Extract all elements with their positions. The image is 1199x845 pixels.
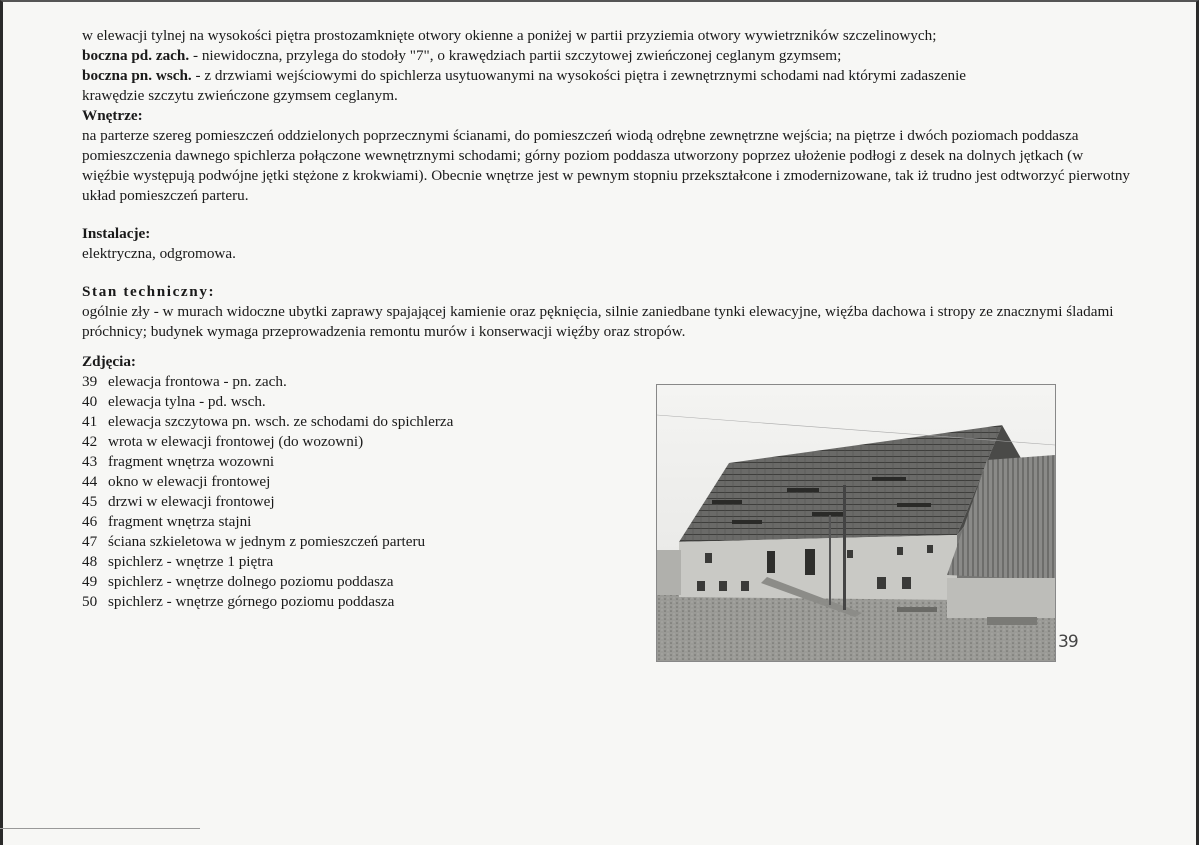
list-item: 41 elewacja szczytowa pn. wsch. ze schodami do spichlerza — [82, 413, 454, 430]
interior-text: na parterze szereg pomieszczeń oddzielonych poprzecznymi ścianami, do pomieszczeń wiodą odrębne zewnętrzne wejścia; na piętrze i dwóch poziomach poddasza pomieszczenia dawnego spichlerza połączone wewnętrznymi schodami; górny poziom poddasza utworzony poprzez ułożenie podłogi z desek na dolnych jętkach (w więźbie występują podwójne jętki stężone z krokwiami). Obecnie wnętrze jest w pewnym stopniu przekształcone i zmodernizowane, tak iż trudno jest odtworzyć pierwotny układ pomieszczeń parteru. — [82, 127, 1131, 204]
side-ne-continuation: krawędzie szczytu zwieńczone gzymsem ceglanym. — [82, 87, 398, 104]
side-sw-row — [82, 46, 1132, 66]
list-item: 45 drzwi w elewacji frontowej — [82, 493, 275, 510]
installations-heading: Instalacje: — [82, 225, 151, 242]
photos-heading: Zdjęcia: — [82, 353, 136, 370]
side-sw-text: - niewidoczna, przylega do stodoły "7", o krawędziach partii szczytowej zwieńczonej ceglanym gzymsem; — [189, 47, 842, 64]
side-ne-row — [82, 66, 1132, 86]
list-item: 42 wrota w elewacji frontowej (do wozowni) — [82, 433, 364, 450]
side-ne-text: - z drzwiami wejściowymi do spichlerza usytuowanymi na wysokości piętra i zewnętrznymi schodami nad którymi zadaszenie — [191, 67, 967, 84]
list-item: 44 okno w elewacji frontowej — [82, 473, 271, 490]
list-item: 47 ściana szkieletowa w jednym z pomieszczeń parteru — [82, 533, 426, 550]
list-item: 43 fragment wnętrza wozowni — [82, 453, 275, 470]
building-photo-drawing — [657, 385, 1055, 661]
list-item: 50 spichlerz - wnętrze górnego poziomu poddasza — [82, 593, 395, 610]
list-item: 46 fragment wnętrza stajni — [82, 513, 252, 530]
list-item: 40 elewacja tylna - pd. wsch. — [82, 393, 266, 410]
side-ne-label: boczna pn. wsch. — [82, 67, 192, 84]
list-item: 49 spichlerz - wnętrze dolnego poziomu poddasza — [82, 573, 394, 590]
list-item: 48 spichlerz - wnętrze 1 piętra — [82, 553, 274, 570]
list-item: 39 elewacja frontowa - pn. zach. — [82, 373, 287, 390]
interior-heading: Wnętrze: — [82, 107, 143, 124]
intro-line: w elewacji tylnej na wysokości piętra prostozamknięte otwory okienne a poniżej w partii przyziemia otwory wywietrzników szczelinowych; — [82, 27, 937, 44]
condition-heading: Stan techniczny: — [82, 283, 216, 300]
installations-text: elektryczna, odgromowa. — [82, 245, 236, 262]
side-sw-label: boczna pd. zach. — [82, 47, 190, 64]
building-photo — [656, 384, 1056, 662]
scan-edge-line — [0, 828, 200, 829]
condition-text: ogólnie zły - w murach widoczne ubytki zaprawy spajającej kamienie oraz pęknięcia, silnie zaniedbane tynki elewacyjne, więźba dachowa i stropy ze znacznymi śladami próchnicy; budynek wymaga przeprowadzenia remontu murów i konserwacji więźby oraz stropów. — [82, 303, 1114, 340]
figure-number: 39 — [1058, 632, 1078, 652]
